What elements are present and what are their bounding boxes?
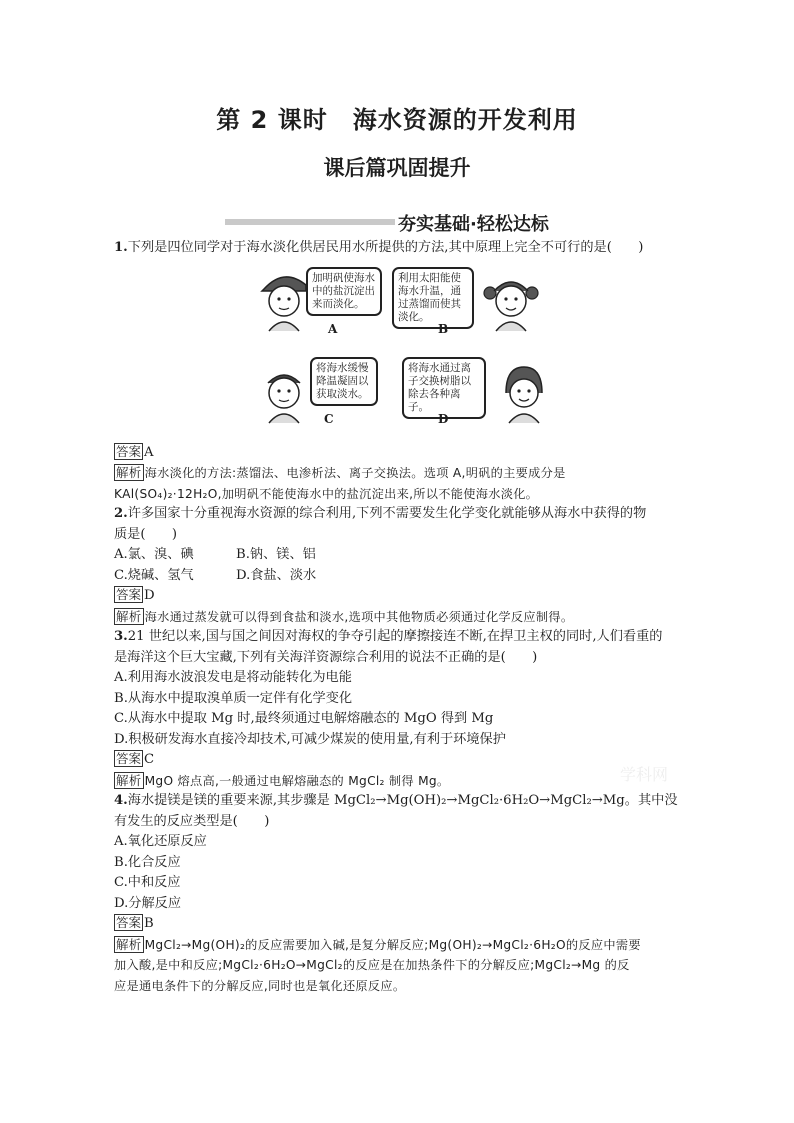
- section-divider: [225, 219, 395, 225]
- panel-letter: B: [438, 321, 449, 336]
- analysis-text: MgO 熔点高,一般通过电解熔融态的 MgCl₂ 制得 Mg。: [144, 773, 450, 788]
- option-c: C.烧碱、氢气: [114, 567, 194, 583]
- option-b: B.从海水中提取溴单质一定伴有化学变化: [114, 690, 353, 706]
- question-stem: 是海洋这个巨大宝藏,下列有关海洋资源综合利用的说法不正确的是( ): [114, 649, 538, 665]
- option-c: C.中和反应: [114, 875, 181, 890]
- question-stem: 质是( ): [114, 526, 178, 542]
- question-1: [114, 238, 686, 504]
- option-a: A.利用海水波浪发电是将动能转化为电能: [114, 670, 352, 685]
- analysis-tag: 解析: [116, 772, 142, 788]
- option-row: [114, 566, 686, 587]
- watermark: 学科网: [620, 765, 669, 784]
- answer-value: A: [144, 444, 154, 460]
- analysis-text: 应是通电条件下的分解反应,同时也是氧化还原反应。: [114, 978, 406, 993]
- question-4: [114, 791, 686, 996]
- option-d: D.积极研发海水直接冷却技术,可减少煤炭的使用量,有利于环境保护: [114, 731, 506, 747]
- question-stem: 下列是四位同学对于海水淡化供居民用水所提供的方法,其中原理上完全不可行的是( ): [127, 240, 644, 255]
- answer-value: C: [144, 752, 155, 767]
- section-title: 夯实基础·轻松达标: [398, 214, 549, 235]
- option-b: B.化合反应: [114, 854, 181, 870]
- question-stem: 有发生的反应类型是( ): [114, 813, 270, 829]
- option-c: C.从海水中提取 Mg 时,最终须通过电解熔融态的 MgO 得到 Mg: [114, 711, 494, 726]
- analysis-tag: 解析: [116, 465, 142, 480]
- answer-value: D: [144, 588, 155, 603]
- question-list: [114, 238, 686, 996]
- analysis-tag: 解析: [116, 936, 142, 952]
- page-title: 第 2 课时 海水资源的开发利用: [216, 106, 578, 134]
- figure-panel-d: [402, 357, 562, 435]
- question-number: 3.: [114, 629, 128, 644]
- figure-panel-b: [392, 267, 552, 345]
- question-stem: 海水提镁是镁的重要来源,其步骤是 MgCl₂→Mg(OH)₂→MgCl₂·6H₂O→MgCl₂→Mg。其中没: [127, 793, 678, 808]
- question-stem: 21 世纪以来,国与国之间因对海权的争夺引起的摩擦接连不断,在捍卫主权的同时,人们看重的: [127, 629, 663, 644]
- question-number: 1.: [114, 240, 128, 255]
- analysis-text: 海水通过蒸发就可以得到食盐和淡水,选项中其他物质必须通过化学反应制得。: [144, 609, 574, 624]
- question-figure: [114, 261, 686, 439]
- answer-tag: 答案: [116, 751, 142, 766]
- option-row: [114, 545, 686, 566]
- analysis-text: 加入酸,是中和反应;MgCl₂·6H₂O→MgCl₂的反应是在加热条件下的分解反应;MgCl₂→Mg 的反: [114, 958, 630, 972]
- answer-tag: 答案: [116, 915, 142, 930]
- girl-pigtails-icon: [480, 267, 542, 333]
- answer-tag: 答案: [116, 587, 142, 602]
- figure-panel-c: [254, 357, 414, 435]
- question-number: 4.: [114, 793, 128, 808]
- answer-tag: 答案: [116, 443, 142, 459]
- analysis-text: 海水淡化的方法:蒸馏法、电渗析法、离子交换法。选项 A,明矾的主要成分是: [144, 466, 566, 480]
- boy-icon: [254, 359, 314, 425]
- panel-letter: A: [328, 321, 338, 336]
- panel-letter: D: [438, 411, 449, 426]
- question-2: [114, 504, 686, 627]
- analysis-text: KAl(SO₄)₂·12H₂O,加明矾不能使海水中的盐沉淀出来,所以不能使海水淡化。: [114, 486, 539, 501]
- boy-cap-icon: [254, 267, 314, 333]
- question-number: 2.: [114, 506, 128, 521]
- option-a: A.氧化还原反应: [114, 834, 207, 849]
- answer-value: B: [144, 916, 154, 931]
- question-stem: 许多国家十分重视海水资源的综合利用,下列不需要发生化学变化就能够从海水中获得的物: [127, 506, 647, 521]
- speech-bubble: 利用太阳能使海水升温，通过蒸馏而使其淡化。: [392, 267, 474, 329]
- figure-panel-a: [254, 267, 414, 345]
- speech-bubble: 将海水通过离子交换树脂以除去各种离子。: [402, 357, 486, 419]
- page-subtitle: 课后篇巩固提升: [323, 156, 471, 180]
- option-d: D.分解反应: [114, 895, 182, 911]
- panel-letter: C: [324, 411, 334, 426]
- option-d: D.食盐、淡水: [236, 567, 317, 583]
- question-3: [114, 627, 686, 791]
- girl-icon: [494, 359, 554, 425]
- speech-bubble: 加明矾使海水中的盐沉淀出来而淡化。: [306, 267, 382, 316]
- analysis-text: MgCl₂→Mg(OH)₂的反应需要加入碱,是复分解反应;Mg(OH)₂→MgCl₂·6H₂O的反应中需要: [144, 937, 641, 952]
- option-b: B.钠、镁、铝: [236, 547, 316, 562]
- option-a: A.氯、溴、碘: [114, 547, 194, 562]
- speech-bubble: 将海水缓慢降温凝固以获取淡水。: [310, 357, 378, 406]
- analysis-tag: 解析: [116, 608, 142, 624]
